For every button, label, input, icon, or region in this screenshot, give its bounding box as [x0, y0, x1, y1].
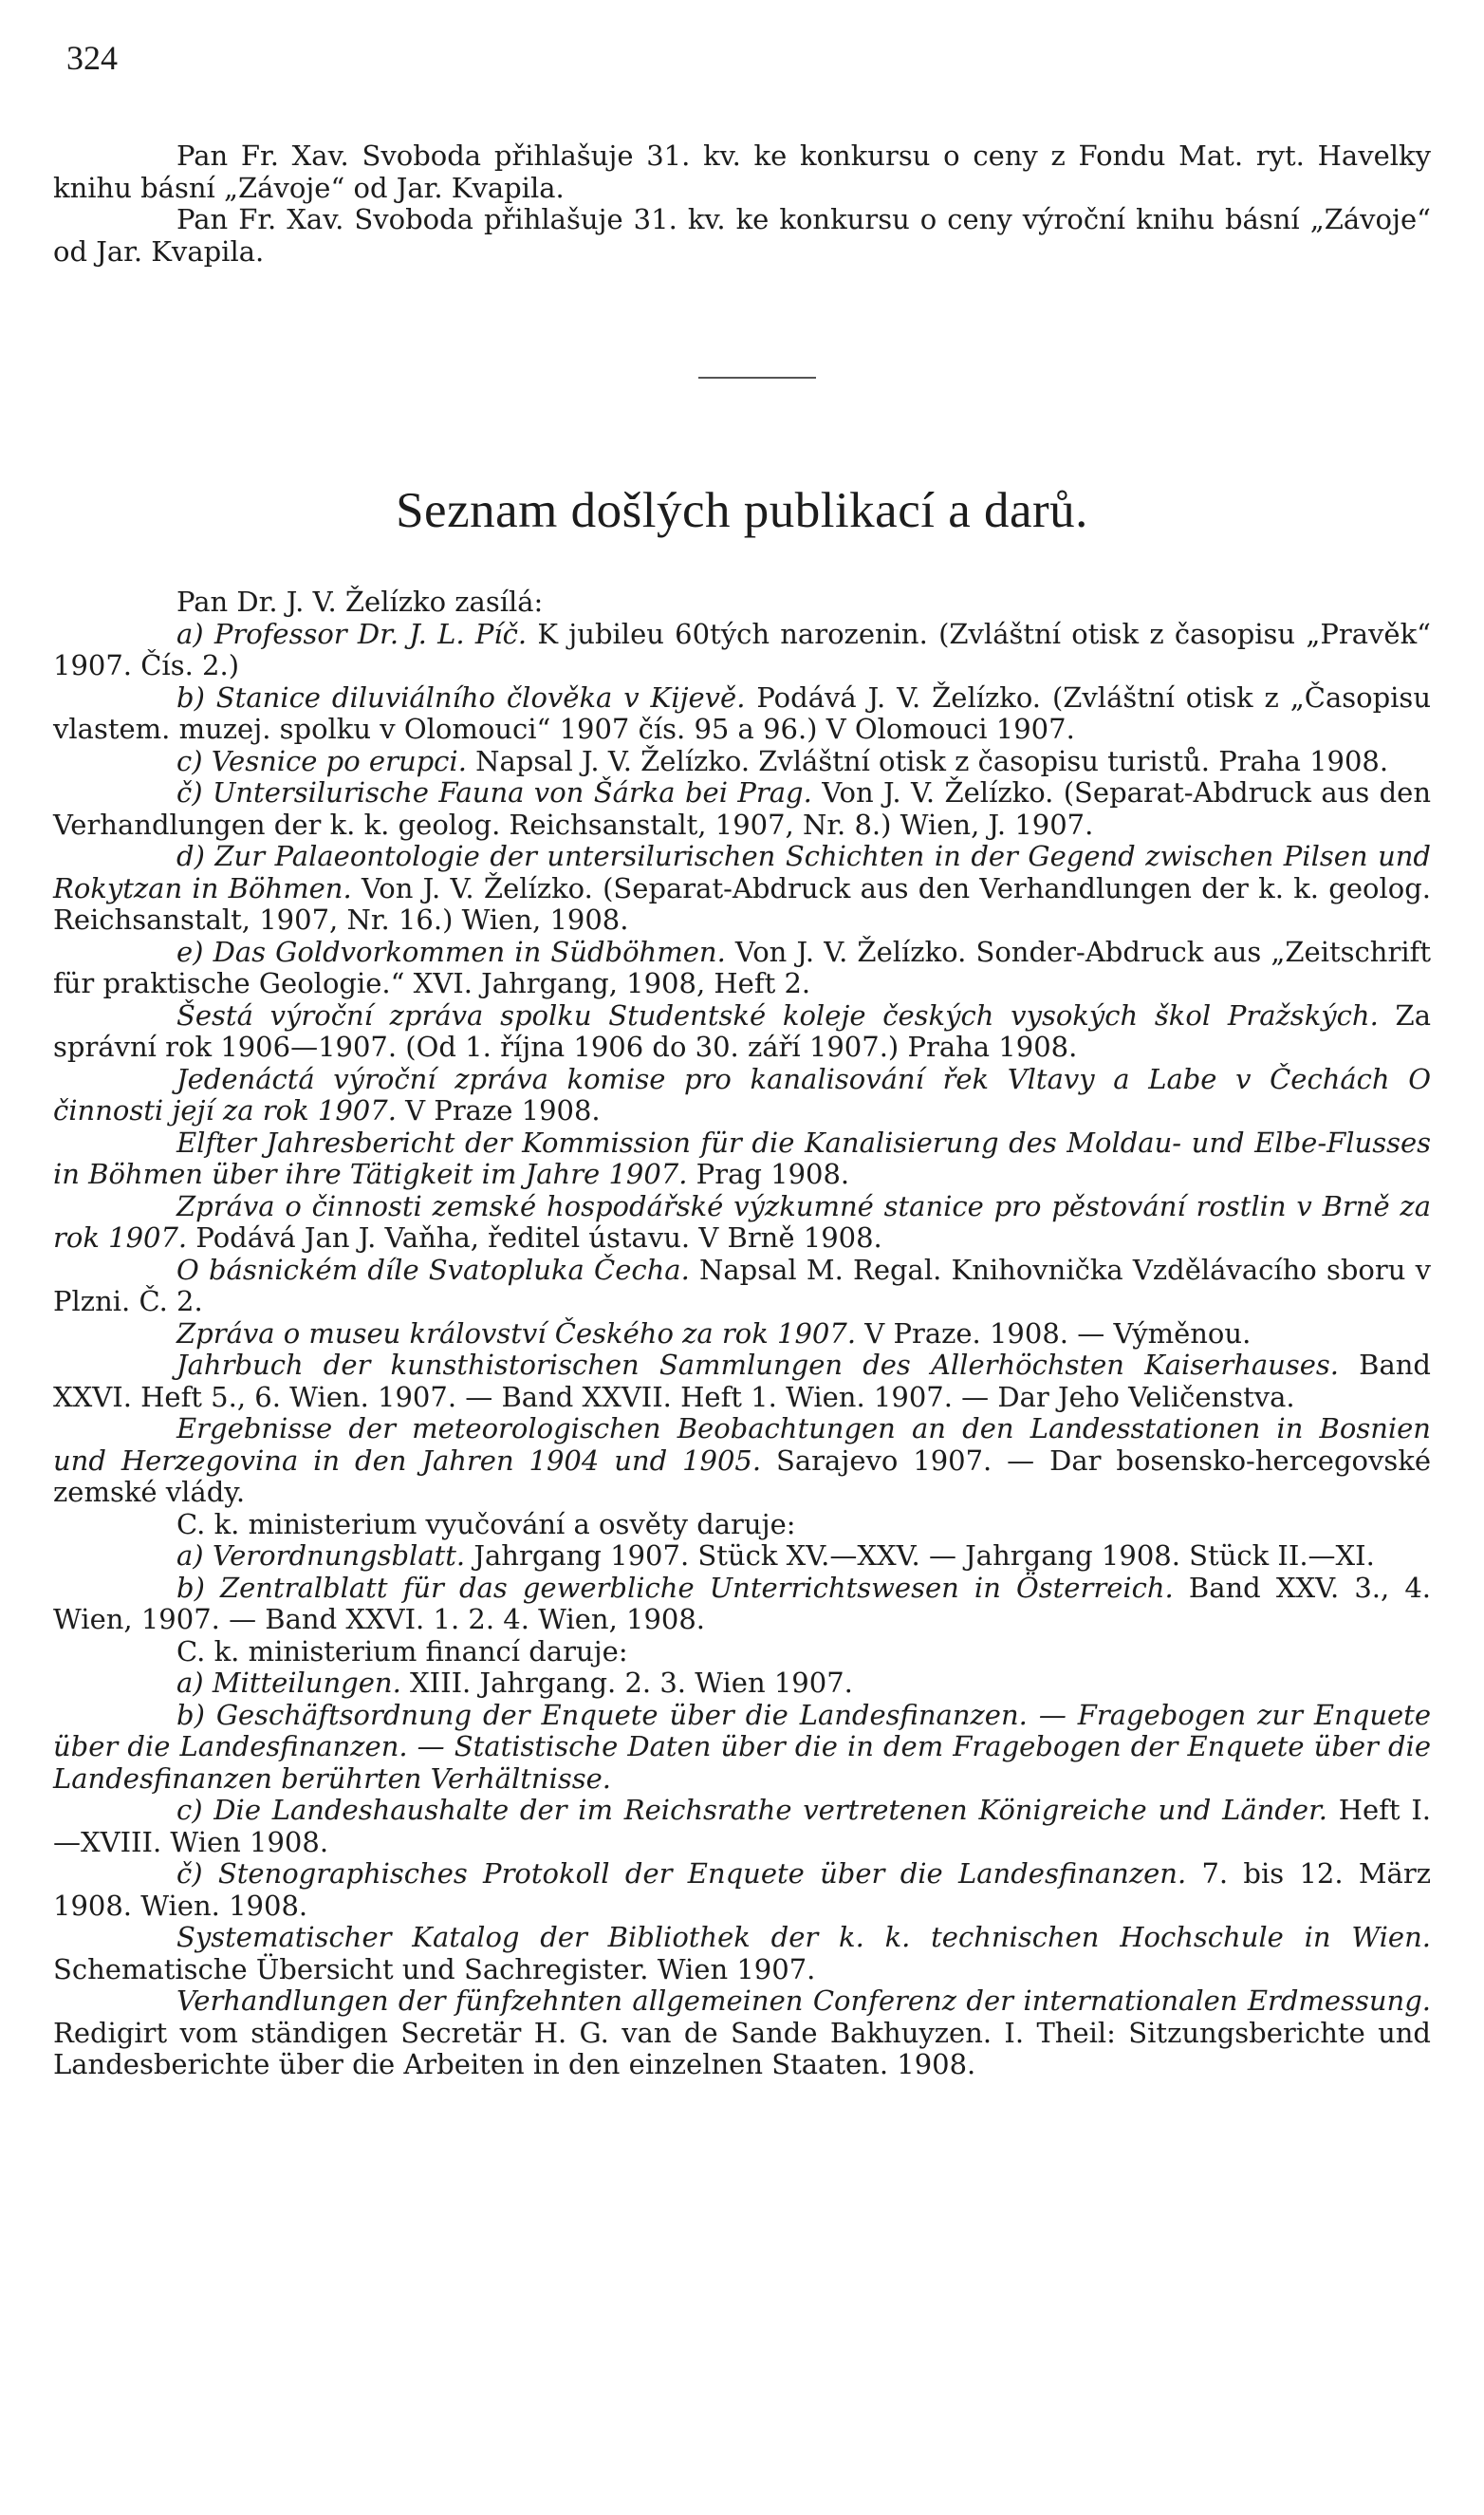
list-item: [53, 1350, 1431, 1413]
item-title: c) Die Landeshaushalte der im Reichsrathe vertretenen Königreiche und Länder.: [176, 1794, 1327, 1826]
item-title: č) Stenographisches Protokoll der Enquete über die Landesfinanzen.: [176, 1857, 1187, 1890]
item-details: Schematische Übersicht und Sachregister. Wien 1907.: [53, 1952, 816, 1985]
item-title: O básnickém díle Svatopluka Čecha.: [176, 1253, 690, 1286]
list-item: [53, 1000, 1431, 1064]
list-item: [53, 1318, 1431, 1351]
intro-notice: Pan Fr. Xav. Svoboda přihlašuje 31. kv. ke konkursu o ceny výroční knihu básní „Závoje“ od Jar. Kvapila.: [53, 203, 1431, 268]
item-details: Sarajevo 1907. — Dar bosensko-hercegovské zemské vlády.: [53, 1444, 1431, 1508]
item-details: Band XXV. 3., 4. Wien, 1907. — Band XXVI. 1. 2. 4. Wien, 1908.: [53, 1571, 1431, 1635]
list-item: [53, 1191, 1431, 1255]
publication-list: [53, 587, 1431, 2081]
item-details: XIII. Jahrgang. 2. 3. Wien 1907.: [400, 1667, 853, 1699]
list-item: [53, 1573, 1431, 1636]
item-details: Prag 1908.: [687, 1158, 850, 1190]
item-details: V Praze 1908.: [396, 1094, 601, 1127]
item-title: e) Das Goldvorkommen in Südböhmen.: [176, 935, 726, 968]
list-item: [53, 746, 1431, 778]
item-title: a) Professor Dr. J. L. Píč.: [176, 617, 528, 650]
item-details: Napsal M. Regal. Knihovnička Vzdělávacího sboru v Plzni. Č. 2.: [53, 1253, 1431, 1317]
donor-line: C. k. ministerium financí daruje:: [176, 1634, 628, 1667]
item-title: a) Verordnungsblatt.: [176, 1539, 466, 1572]
list-item: [53, 1413, 1431, 1509]
item-title: b) Geschäftsordnung der Enquete über die Landesfinanzen. — Fragebogen zur Enquete über die Landesfinanzen. — Statistische Daten über die in dem Fragebogen der Enquete über die Landesfinanzen berührten Verhältnisse.: [53, 1698, 1431, 1795]
list-item: [53, 841, 1431, 937]
list-item: [53, 937, 1431, 1000]
item-title: a) Mitteilungen.: [176, 1667, 401, 1699]
intro-notices: [53, 140, 1431, 268]
donor-line: C. k. ministerium vyučování a osvěty daruje:: [176, 1507, 796, 1540]
item-title: Zpráva o museu království Českého za rok 1907.: [176, 1316, 857, 1350]
donor-line: Pan Dr. J. V. Želízko zasílá:: [176, 586, 544, 618]
item-title: Jahrbuch der kunsthistorischen Sammlungen des Allerhöchsten Kaiserhauses.: [176, 1349, 1339, 1381]
separator-rule: [698, 377, 816, 379]
item-details: Redigirt vom ständigen Secretär H. G. van de Sande Bakhuyzen. I. Theil: Sitzungsberichte und Landesberichte über die Arbeiten in den einzelnen Staaten. 1908.: [53, 2016, 1431, 2080]
item-title: Elfter Jahresbericht der Kommission für die Kanalisierung des Moldau- und Elbe-Flusses in Böhmen über ihre Tätigkeit im Jahre 1907.: [53, 1126, 1431, 1190]
item-title: Zpráva o činnosti zemské hospodářské výzkumné stanice pro pěstování rostlin v Brně za rok 1907.: [53, 1189, 1431, 1254]
list-item: [53, 1540, 1431, 1573]
item-details: Napsal J. V. Želízko. Zvláštní otisk z časopisu turistů. Praha 1908.: [466, 744, 1389, 777]
item-title: b) Zentralblatt für das gewerbliche Unterrichtswesen in Österreich.: [176, 1571, 1174, 1604]
item-title: b) Stanice diluviálního člověka v Kijevě.: [176, 680, 746, 714]
list-item: [53, 1858, 1431, 1922]
list-item: [53, 1064, 1431, 1127]
item-details: Von J. V. Želízko. (Separat-Abdruck aus den Verhandlungen der k. k. geolog. Reichsanstalt, 1907, Nr. 16.) Wien, 1908.: [53, 871, 1431, 936]
item-details: Heft I. —XVIII. Wien 1908.: [53, 1794, 1431, 1858]
item-title: Ergebnisse der meteorologischen Beobachtungen an den Landesstationen in Bosnien und Herzegovina in den Jahren 1904 und 1905.: [53, 1412, 1431, 1477]
item-details: K jubileu 60tých narozenin. (Zvláštní otisk z časopisu „Pravěk“ 1907. Čís. 2.): [53, 617, 1431, 681]
item-details: Podává Jan J. Vaňha, ředitel ústavu. V Brně 1908.: [187, 1221, 882, 1254]
item-title: Verhandlungen der fünfzehnten allgemeinen Conferenz der internationalen Erdmessung.: [176, 1984, 1431, 2017]
list-item: [53, 1795, 1431, 1858]
list-item: [53, 1985, 1431, 2081]
list-item: [53, 1922, 1431, 1985]
item-title: Jedenáctá výroční zpráva komise pro kanalisování řek Vltavy a Labe v Čechách O činnosti její za rok 1907.: [53, 1062, 1431, 1127]
list-item: [53, 619, 1431, 682]
item-details: Jahrgang 1907. Stück XV.—XXV. — Jahrgang 1908. Stück II.—XI.: [465, 1539, 1375, 1572]
item-details: Von J. V. Želízko. (Separat-Abdruck aus den Verhandlungen der k. k. geolog. Reichsanstalt, 1907, Nr. 8.) Wien, J. 1907.: [53, 776, 1431, 841]
item-details: Von J. V. Želízko. Sonder-Abdruck aus „Zeitschrift für praktische Geologie.“ XVI. Jahrgang, 1908, Heft 2.: [53, 935, 1431, 999]
list-item: [53, 777, 1431, 841]
intro-notice: Pan Fr. Xav. Svoboda přihlašuje 31. kv. ke konkursu o ceny z Fondu Mat. ryt. Havelky knihu básní „Závoje“ od Jar. Kvapila.: [53, 140, 1431, 204]
list-item: [53, 1667, 1431, 1700]
item-title: d) Zur Palaeontologie der untersilurischen Schichten in der Gegend zwischen Pilsen und Rokytzan in Böhmen.: [53, 840, 1431, 904]
item-title: c) Vesnice po erupci.: [176, 744, 467, 777]
section-title: Seznam došlých publikací a darů.: [396, 483, 1088, 538]
item-title: Systematischer Katalog der Bibliothek der k. k. technischen Hochschule in Wien.: [176, 1921, 1431, 1953]
list-item: [53, 1700, 1431, 1796]
item-title: č) Untersilurische Fauna von Šárka bei Prag.: [176, 776, 812, 809]
list-item: [53, 1127, 1431, 1191]
list-item: [53, 1255, 1431, 1318]
item-details: Podává J. V. Želízko. (Zvláštní otisk z „Časopisu vlastem. muzej. spolku v Olomouci“ 1907 čís. 95 a 96.) V Olomouci 1907.: [53, 680, 1431, 745]
item-details: 7. bis 12. März 1908. Wien. 1908.: [53, 1857, 1431, 1922]
item-details: Band XXVI. Heft 5., 6. Wien. 1907. — Band XXVII. Heft 1. Wien. 1907. — Dar Jeho Veličenstva.: [53, 1349, 1431, 1413]
item-details: Za správní rok 1906—1907. (Od 1. října 1906 do 30. září 1907.) Praha 1908.: [53, 998, 1431, 1063]
item-title: Šestá výroční zpráva spolku Studentské koleje českých vysokých škol Pražských.: [176, 998, 1379, 1032]
page-number: 324: [66, 39, 118, 77]
list-item: [53, 682, 1431, 746]
item-details: V Praze. 1908. — Výměnou.: [856, 1316, 1252, 1350]
